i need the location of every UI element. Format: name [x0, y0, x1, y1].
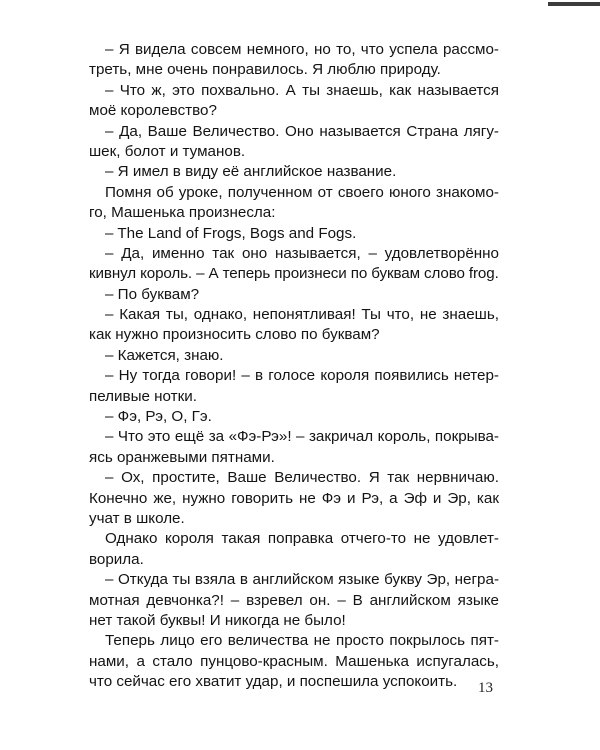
page-body [89, 40, 499, 693]
text-line: – The Land of Frogs, Bogs and Fogs. [105, 224, 357, 242]
top-edge-mark [548, 2, 600, 6]
text-line: нами, а стало пунцово-красным. Машенька испугалась, [89, 652, 499, 670]
text-line: – Что это ещё за «Фэ-Рэ»! – закричал король, покрыва- [105, 428, 499, 446]
text-line: Однако короля такая поправка отчего-то не удовлет- [105, 530, 499, 548]
text-line: Конечно же, нужно говорить не Фэ и Рэ, а Эф и Эр, как [89, 489, 499, 507]
text-line: – Да, Ваше Величество. Оно называется Страна лягу- [105, 122, 499, 140]
text-line: – Кажется, знаю. [105, 346, 224, 364]
text-line: кивнул король. – А теперь произнеси по буквам слово frog. [89, 265, 499, 283]
page-number: 13 [478, 680, 493, 696]
text-line: что сейчас его хватит удар, и поспешила успокоить. [89, 673, 458, 691]
text-line: шек, болот и туманов. [89, 142, 246, 160]
text-line: – Фэ, Рэ, О, Гэ. [105, 408, 212, 426]
text-line: – Какая ты, однако, непонятливая! Ты что, не знаешь, [105, 306, 499, 324]
text-line: – Я видела совсем немного, но то, что успела рассмо- [105, 41, 499, 58]
text-line: учат в школе. [89, 509, 185, 527]
text-line: моё королевство? [89, 102, 217, 120]
text-line: Помня об уроке, полученном от своего юного знакомо- [105, 183, 499, 201]
text-line: пеливые нотки. [89, 387, 197, 405]
text-line: Теперь лицо его величества не просто покрылось пят- [105, 632, 499, 650]
text-line: ясь оранжевыми пятнами. [89, 448, 275, 466]
text-line: – Откуда ты взяла в английском языке букву Эр, негра- [105, 571, 499, 589]
text-line: ворила. [89, 550, 144, 568]
text-line: мотная девчонка?! – взревел он. – В английском языке [89, 591, 499, 609]
text-line: – Ох, простите, Ваше Величество. Я так нервничаю. [105, 469, 499, 487]
text-line: – По буквам? [105, 285, 200, 303]
text-line: треть, мне очень понравилось. Я люблю природу. [89, 61, 441, 79]
text-line: – Я имел в виду её английское название. [105, 163, 397, 181]
text-line: как нужно произносить слово по буквам? [89, 326, 380, 344]
text-line: нет такой буквы! И никогда не было! [89, 611, 346, 629]
text-line: го, Машенька произнесла: [89, 204, 276, 222]
text-line: – Что ж, это похвально. А ты знаешь, как называется [105, 81, 499, 99]
text-line: – Ну тогда говори! – в голосе короля появились нетер- [105, 367, 499, 385]
text-line: – Да, именно так оно называется, – удовлетворённо [105, 244, 499, 262]
